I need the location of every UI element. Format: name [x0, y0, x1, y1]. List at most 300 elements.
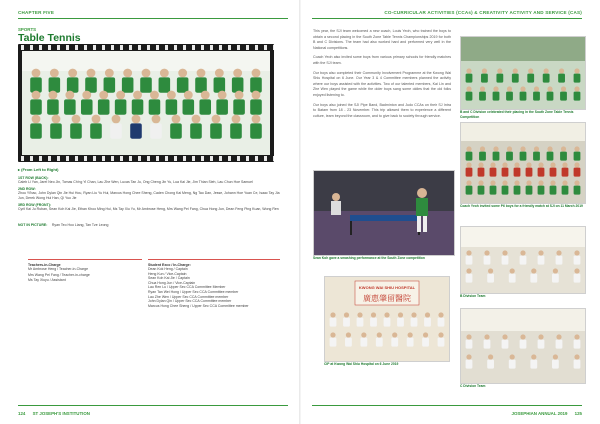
figure-head: [502, 162, 507, 167]
figure-head: [493, 146, 498, 151]
figure-head: [559, 68, 564, 73]
figure-body: [514, 186, 521, 195]
figure-body: [50, 123, 62, 138]
figure-head: [438, 332, 443, 337]
figure-body: [230, 123, 242, 138]
figure-head: [550, 180, 555, 185]
header-rule-left: [18, 18, 288, 19]
figure-head: [425, 312, 430, 317]
figure-head: [547, 86, 552, 91]
figure-head: [482, 68, 487, 73]
figure-head: [550, 162, 555, 167]
figure-head: [344, 312, 349, 317]
figure-body: [466, 92, 473, 101]
exco-line: John Dylan Qin / Upper Sec CCA Committee member: [148, 299, 232, 304]
exco-line: Lau Ren Lu / Upper Sec CCA Committee Member: [148, 285, 226, 290]
c-division-illustration: [461, 309, 585, 383]
figure-head: [502, 250, 507, 255]
figure-body: [520, 340, 527, 349]
figure-body: [490, 186, 497, 195]
figure-head: [561, 86, 566, 91]
section-kicker: SPORTS: [18, 27, 37, 32]
figure-body: [122, 77, 134, 92]
figure-head: [520, 250, 525, 255]
figure-body: [30, 77, 42, 92]
teacher-line: Mr Ambrose Heng / Teacher-in-Charge: [28, 267, 89, 271]
figure-head: [438, 312, 443, 317]
roster-row2-label: 2ND ROW:: [18, 186, 36, 191]
b-division-photo: [460, 226, 586, 294]
figure-body: [562, 168, 569, 177]
figure-head: [574, 180, 579, 185]
figure-head: [538, 180, 543, 185]
teacher-line: Ms Tay Xiuyu / Assistant: [28, 278, 66, 282]
figure-head: [112, 115, 121, 124]
figure-body: [481, 74, 488, 83]
figure-body: [343, 318, 350, 327]
figure-head: [544, 68, 549, 73]
figure-body: [506, 92, 513, 101]
figure-body: [466, 74, 473, 83]
figure-body: [330, 338, 337, 347]
figure-head: [547, 146, 552, 151]
figure-body: [81, 99, 93, 114]
figure-head: [510, 354, 515, 359]
figure-head: [538, 334, 543, 339]
figure-body: [210, 123, 222, 138]
figure-body: [556, 340, 563, 349]
figure-head: [92, 115, 101, 124]
exco-heading: Student Exco / In-Charge:: [148, 263, 191, 267]
figure-head: [466, 250, 471, 255]
figure-body: [98, 99, 110, 114]
figure-body: [552, 274, 559, 283]
figure-body: [130, 123, 142, 138]
roster-row1-names: Caleb Li Yan, Jarel Neo Jin, Tomas Ch'ng Yi Chan, Lau Zhe Wen, Lucas Tan Ju, Ong Cheng Jin Yu, Lua Kai Jie, Jim Thian Sieh, Lau Chun Hoe Samuel: [18, 180, 253, 184]
figure-body: [502, 340, 509, 349]
figure-head: [534, 146, 539, 151]
figure-body: [397, 318, 404, 327]
figure-body: [490, 168, 497, 177]
figure-head: [574, 146, 579, 151]
figure-head: [215, 69, 224, 78]
cip-hospital-photo: [324, 276, 450, 362]
figure-head: [377, 332, 382, 337]
exco-line: Dean Kok Heng / Captain: [148, 267, 188, 271]
figure-head: [99, 91, 108, 100]
figure-head: [520, 86, 525, 91]
roster-absent-names: Ryan Teo Hoo Liang, Tan Tze Leong: [51, 223, 109, 227]
figure-body: [509, 360, 516, 369]
figure-body: [538, 168, 545, 177]
figure-head: [65, 91, 74, 100]
teachers-heading: Teachers-in-Charge: [28, 263, 61, 267]
figure-body: [479, 92, 486, 101]
figure-body: [150, 123, 162, 138]
figure-head: [514, 180, 519, 185]
figure-body: [550, 186, 557, 195]
roster-row3-label: 3RD ROW (FRONT):: [18, 202, 52, 207]
c-division-photo: [460, 308, 586, 384]
figure-head: [252, 91, 261, 100]
figure-head: [526, 162, 531, 167]
figure-head: [484, 334, 489, 339]
figure-body: [466, 340, 473, 349]
roster-heading-text: (From Left to Right): [21, 167, 59, 172]
figure-body: [49, 77, 61, 92]
figure-head: [574, 334, 579, 339]
figure-head: [408, 332, 413, 337]
figure-body: [574, 360, 581, 369]
figure-body: [199, 99, 211, 114]
body-paragraph: Our boys also completed their Community Involvement Programme at the Kwong Wai Shiu Hospital on 6 June. Our Year 3 & 4 Committee members planned the activity where our boys assisted with the activities. Two of our talented members, Kai Lin and Zhe Wen played the game while the older boys sang some oldies that the old folks enjoyed listening to.: [313, 70, 451, 97]
figure-head: [178, 69, 187, 78]
page-number-left: 124: [18, 411, 26, 416]
figure-body: [502, 168, 509, 177]
figure-head: [32, 115, 41, 124]
figure-body: [216, 99, 228, 114]
figure-body: [574, 340, 581, 349]
figure-head: [330, 312, 335, 317]
team-photo-filmstrip: [18, 44, 274, 162]
figure-head: [423, 332, 428, 337]
running-head: CO-CURRICULAR ACTIVITIES (CCAs) & CREATIVITY ACTIVITY AND SERVICE (CAS): [384, 10, 582, 15]
figure-head: [142, 69, 151, 78]
folio-right: [512, 411, 582, 416]
header-rule-right: [312, 18, 582, 19]
figure-head: [50, 69, 59, 78]
figure-head: [561, 146, 566, 151]
figure-head: [531, 268, 536, 273]
figure-head: [132, 115, 141, 124]
figure-body: [466, 274, 473, 283]
figure-body: [574, 274, 581, 283]
figure-head: [488, 268, 493, 273]
figure-head: [466, 334, 471, 339]
figure-body: [360, 338, 367, 347]
figure-head: [123, 69, 132, 78]
figure-body: [357, 318, 364, 327]
figure-head: [562, 162, 567, 167]
footer-rule-right: [312, 405, 582, 406]
figure-body: [407, 338, 414, 347]
figure-head: [574, 162, 579, 167]
figure-head: [538, 162, 543, 167]
figure-head: [514, 162, 519, 167]
hospital-sign-glyphs: 廣惠肇留醫院: [363, 294, 411, 303]
figure-head: [392, 332, 397, 337]
figure-body: [214, 77, 226, 92]
figure-body: [487, 360, 494, 369]
figure-head: [184, 91, 193, 100]
figure-body: [574, 92, 581, 101]
figure-head: [68, 69, 77, 78]
figure-head: [466, 180, 471, 185]
roster-block: [18, 176, 280, 231]
figure-body: [384, 318, 391, 327]
figure-body: [149, 99, 161, 114]
figure-body: [177, 77, 189, 92]
figure-body: [527, 74, 534, 83]
figure-body: [526, 168, 533, 177]
figure-body: [562, 186, 569, 195]
caption-cip: CIP at Kwong Wai Shiu Hospital on 6 June 2019: [324, 362, 399, 366]
figure-body: [574, 256, 581, 265]
figure-body: [67, 77, 79, 92]
figure-head: [480, 146, 485, 151]
figure-head: [534, 86, 539, 91]
chapter-label: CHAPTER FIVE: [18, 10, 55, 15]
figure-body: [479, 152, 486, 161]
figure-head: [197, 69, 206, 78]
teacher-line: Mrs Wang Pei Fang / Teacher-in-charge: [28, 272, 90, 277]
figure-body: [466, 168, 473, 177]
figure-body: [543, 74, 550, 83]
figure-head: [520, 334, 525, 339]
body-paragraph: Our boys also joined the SJI Pipe Band, Badminton and Judo CCAs on their SJ Intra to Batam from 18 - 23 November. This trip allowed them to experience a different culture, learn beyond the classroom, and to give back to society through service.: [313, 102, 451, 118]
figure-body: [574, 186, 581, 195]
exco-line: Chua Hong Jun / Vice-Captain: [148, 280, 196, 285]
figure-body: [487, 274, 494, 283]
figure-body: [424, 318, 431, 327]
figure-head: [72, 115, 81, 124]
exco-line: Lau Zhe Wen / Upper Sec CCA Committee member: [148, 294, 229, 299]
figure-head: [478, 180, 483, 185]
figure-body: [484, 340, 491, 349]
figure-head: [384, 312, 389, 317]
figure-body: [530, 360, 537, 369]
figure-body: [466, 186, 473, 195]
team-group-illustration: [22, 51, 270, 155]
figure-body: [520, 152, 527, 161]
figure-head: [160, 69, 169, 78]
footer-annual: JOSEPHIAN ANNUAL 2019: [511, 411, 568, 416]
figure-head: [490, 180, 495, 185]
figure-body: [166, 99, 178, 114]
caption-match-play: Sean Koh gave a smashing performance at the South Zone competition: [313, 256, 425, 260]
match-play-photo: [313, 170, 455, 256]
figure-head: [133, 91, 142, 100]
figure-head: [520, 146, 525, 151]
figure-head: [150, 91, 159, 100]
figure-body: [493, 152, 500, 161]
figure-head: [330, 332, 335, 337]
caret-right-icon: ▸: [18, 167, 21, 172]
figure-body: [538, 256, 545, 265]
roster-row1-label: 1ST ROW (BACK):: [18, 176, 49, 180]
figure-body: [250, 77, 262, 92]
figure-body: [547, 152, 554, 161]
figure-head: [116, 91, 125, 100]
figure-body: [232, 77, 244, 92]
figure-head: [502, 180, 507, 185]
figure-head: [87, 69, 96, 78]
figure-head: [531, 354, 536, 359]
figure-head: [466, 162, 471, 167]
figure-body: [520, 256, 527, 265]
figure-body: [496, 74, 503, 83]
figure-body: [509, 274, 516, 283]
figure-head: [201, 91, 210, 100]
figure-body: [478, 168, 485, 177]
figure-body: [574, 168, 581, 177]
figure-body: [560, 92, 567, 101]
figure-body: [520, 92, 527, 101]
caption-c-division: C Division Team: [460, 384, 486, 388]
figure-body: [233, 99, 245, 114]
figure-body: [159, 77, 171, 92]
figure-head: [466, 146, 471, 151]
figure-head: [232, 115, 241, 124]
figure-body: [533, 92, 540, 101]
figure-head: [152, 115, 161, 124]
figure-head: [252, 69, 261, 78]
figure-body: [538, 186, 545, 195]
film-perforations-top: [18, 45, 274, 50]
figure-body: [530, 274, 537, 283]
page-number-right: 125: [574, 411, 582, 416]
figure-head: [556, 250, 561, 255]
figure-head: [357, 312, 362, 317]
figure-head: [466, 268, 471, 273]
friendly-match-illustration: [461, 123, 585, 203]
figure-head: [411, 312, 416, 317]
figure-head: [52, 115, 61, 124]
figure-body: [391, 338, 398, 347]
figure-body: [514, 168, 521, 177]
figure-head: [212, 115, 221, 124]
figure-body: [556, 256, 563, 265]
figure-body: [411, 318, 418, 327]
figure-body: [376, 338, 383, 347]
figure-head: [556, 334, 561, 339]
figure-body: [250, 99, 262, 114]
figure-head: [371, 312, 376, 317]
figure-body: [170, 123, 182, 138]
figure-body: [547, 92, 554, 101]
figure-body: [104, 77, 116, 92]
figure-body: [533, 152, 540, 161]
figure-body: [140, 77, 152, 92]
exco-line: Ryan Tan Wei Hong / Upper Sec CCA Committee member: [148, 289, 239, 294]
roster-heading: [18, 167, 58, 172]
figure-head: [574, 68, 579, 73]
caption-division-celebration: B and C Division celebrated their placing in the South Zone Table Tennis Competition: [460, 110, 574, 119]
figure-head: [488, 354, 493, 359]
figure-body: [512, 74, 519, 83]
friendly-match-photo: [460, 122, 586, 204]
folio-left: [18, 411, 90, 416]
cip-hospital-illustration: [325, 277, 449, 361]
figure-head: [346, 332, 351, 337]
hospital-sign-text: KWONG WAI SHIU HOSPITAL: [358, 285, 416, 290]
figure-head: [32, 91, 41, 100]
figure-head: [538, 250, 543, 255]
caption-b-division: B Division Team: [460, 294, 486, 298]
figure-head: [574, 268, 579, 273]
figure-head: [574, 250, 579, 255]
figure-head: [478, 162, 483, 167]
exco-box-rule: [148, 259, 280, 260]
figure-body: [370, 318, 377, 327]
figure-head: [466, 86, 471, 91]
figure-head: [493, 86, 498, 91]
figure-body: [502, 186, 509, 195]
figure-head: [513, 68, 518, 73]
figure-head: [167, 91, 176, 100]
body-paragraph: This year, the SJI team welcomed a new coach, Louis Yeoh, who trained the boys to obtain a second placing in the South Zone Table Tennis Championships 2019 for both B and C Divisions. The team had also worked hard and performed very well in the National competitions.: [313, 29, 451, 50]
roster-row2-names: Zhou Yi'bao, John Dylan Qin Jie Hui Hou, Ryan Liu Yu Hui, Marcus Hong Chee Sheng, Caden Chong Kai Meng, Ng Tao Dan, Jesse, Johann Hoe Yuan Ce, Isaac Tay Jia Jun, Derek Wong Hui Han, Qi Yuo Jie: [18, 190, 280, 200]
figure-body: [345, 338, 352, 347]
figure-body: [466, 256, 473, 265]
figure-body: [330, 318, 337, 327]
figure-body: [64, 99, 76, 114]
figure-body: [538, 340, 545, 349]
figure-head: [192, 115, 201, 124]
figure-body: [493, 92, 500, 101]
roster-absent-label: NOT IN PICTURE:: [18, 223, 48, 227]
figure-body: [422, 338, 429, 347]
figure-head: [466, 68, 471, 73]
figure-head: [480, 86, 485, 91]
figure-body: [250, 123, 262, 138]
exco-line: Marcus Hong Chee Sheng / Upper Sec CCA Committee member: [148, 303, 249, 308]
figure-head: [49, 91, 58, 100]
figure-body: [478, 186, 485, 195]
figure-head: [484, 250, 489, 255]
figure-head: [553, 354, 558, 359]
figure-head: [574, 354, 579, 359]
figure-body: [484, 256, 491, 265]
figure-body: [85, 77, 97, 92]
article-body: [313, 29, 451, 119]
exco-line: Sean Koh Kai Jie / Captain: [148, 276, 190, 281]
figure-head: [398, 312, 403, 317]
roster-row3-names: Cyril Kai Ju Ruban, Sean Koh Kai Jie, Ethan Khoo Ming Hui, Ms Tay Xiu Yu, Mr Ambrose Heng, Mrs Wang Pei Fang, Chua Hong Jun, Dean Feng Ping Kuan, Wong Ren: [18, 206, 279, 211]
figure-head: [507, 86, 512, 91]
figure-head: [490, 162, 495, 167]
figure-head: [507, 146, 512, 151]
exco-box: [148, 263, 282, 308]
figure-body: [90, 123, 102, 138]
figure-head: [510, 268, 515, 273]
figure-body: [438, 318, 445, 327]
figure-head: [466, 354, 471, 359]
figure-head: [105, 69, 114, 78]
figure-head: [526, 180, 531, 185]
figure-head: [497, 68, 502, 73]
exco-line: Heng Kun / Vice-Captain: [148, 271, 187, 276]
figure-body: [30, 99, 42, 114]
division-celebration-photo: [460, 36, 586, 110]
figure-body: [574, 74, 581, 83]
figure-body: [526, 186, 533, 195]
figure-body: [195, 77, 207, 92]
body-paragraph: Coach Yeoh also invited some boys from various primary schools for friendly matches with the SJI team.: [313, 55, 451, 65]
figure-body: [47, 99, 59, 114]
figure-head: [562, 180, 567, 185]
figure-body: [30, 123, 42, 138]
match-play-illustration: [314, 171, 454, 255]
figure-body: [132, 99, 144, 114]
figure-body: [574, 152, 581, 161]
b-division-illustration: [461, 227, 585, 293]
division-celebration-illustration: [461, 37, 585, 109]
figure-body: [466, 152, 473, 161]
figure-head: [252, 115, 261, 124]
figure-head: [82, 91, 91, 100]
figure-body: [115, 99, 127, 114]
